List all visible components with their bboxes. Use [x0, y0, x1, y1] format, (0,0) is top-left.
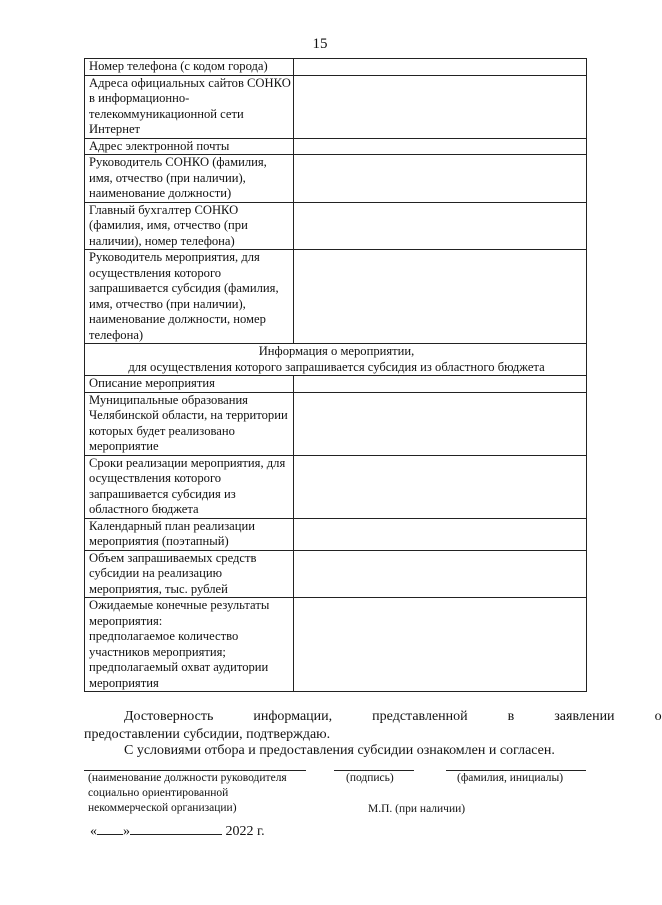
table-row [85, 75, 587, 138]
table-row [85, 155, 587, 203]
field-label: Объем запрашиваемых средств субсидии на реализацию мероприятия, тыс. рублей [85, 550, 294, 598]
field-value[interactable] [294, 598, 587, 692]
field-value[interactable] [294, 250, 587, 344]
date-close-quote: » [123, 824, 130, 839]
table-row [85, 250, 587, 344]
field-label: Сроки реализации мероприятия, для осуществления которого запрашивается субсидия из областного бюджета [85, 455, 294, 518]
confirmation-word: Достоверность [124, 709, 214, 724]
confirmation-word: заявлении [554, 709, 615, 724]
page-number: 15 [312, 36, 328, 52]
confirmation-line1 [84, 708, 662, 726]
field-label: Главный бухгалтер СОНКО (фамилия, имя, отчество (при наличии), номер телефона) [85, 202, 294, 250]
agreement-text: С условиями отбора и предоставления субсидии ознакомлен и согласен. [124, 743, 555, 758]
confirmation-word: представленной [372, 709, 468, 724]
position-caption: (наименование должности руководителя социально ориентированной некоммерческой организации) [88, 772, 287, 814]
field-label: Ожидаемые конечные результаты мероприятия: предполагаемое количество участников мероприятия; предполагаемый охват аудитории мероприятия [85, 598, 294, 692]
table-row [85, 202, 587, 250]
confirmation-line2: предоставлении субсидии, подтверждаю. [84, 727, 331, 742]
confirmation-word: в [507, 709, 515, 724]
date-line [90, 822, 265, 840]
section-heading-line1: Информация о мероприятии, [258, 344, 415, 358]
section-heading-row [85, 344, 587, 376]
table-row [85, 392, 587, 455]
field-value[interactable] [294, 138, 587, 155]
signature-caption: (подпись) [346, 772, 394, 784]
table-row [85, 59, 587, 76]
field-value[interactable] [294, 155, 587, 203]
field-value[interactable] [294, 518, 587, 550]
field-label: Муниципальные образования Челябинской области, на территории которых будет реализовано мероприятие [85, 392, 294, 455]
confirmation-paragraph [84, 708, 662, 744]
date-open-quote: « [90, 824, 97, 839]
table-row [85, 138, 587, 155]
field-label: Описание мероприятия [85, 376, 294, 393]
application-form-table [84, 58, 587, 692]
table-row [85, 550, 587, 598]
field-value[interactable] [294, 75, 587, 138]
table-row [85, 598, 587, 692]
field-value[interactable] [294, 202, 587, 250]
field-label: Календарный план реализации мероприятия (поэтапный) [85, 518, 294, 550]
field-label: Адреса официальных сайтов СОНКО в информационно-телекоммуникационной сети Интернет [85, 75, 294, 138]
field-value[interactable] [294, 59, 587, 76]
table-row [85, 455, 587, 518]
field-value[interactable] [294, 392, 587, 455]
table-row [85, 376, 587, 393]
section-heading [85, 344, 587, 376]
name-caption: (фамилия, инициалы) [457, 772, 564, 784]
field-label: Номер телефона (с кодом города) [85, 59, 294, 76]
field-value[interactable] [294, 376, 587, 393]
field-label: Руководитель мероприятия, для осуществления которого запрашивается субсидия (фамилия, имя, отчество (при наличии), наименование должности, номер телефона) [85, 250, 294, 344]
field-value[interactable] [294, 550, 587, 598]
date-month-blank [130, 822, 222, 835]
field-label: Руководитель СОНКО (фамилия, имя, отчество (при наличии), наименование должности) [85, 155, 294, 203]
confirmation-word: информации, [253, 709, 333, 724]
confirmation-word: о [654, 709, 662, 724]
stamp-caption: М.П. (при наличии) [368, 803, 466, 815]
date-day-blank [97, 822, 123, 835]
section-heading-line2: для осуществления которого запрашивается субсидия из областного бюджета [128, 359, 545, 374]
table-row [85, 518, 587, 550]
field-label: Адрес электронной почты [85, 138, 294, 155]
field-value[interactable] [294, 455, 587, 518]
date-year: 2022 г. [225, 824, 265, 839]
